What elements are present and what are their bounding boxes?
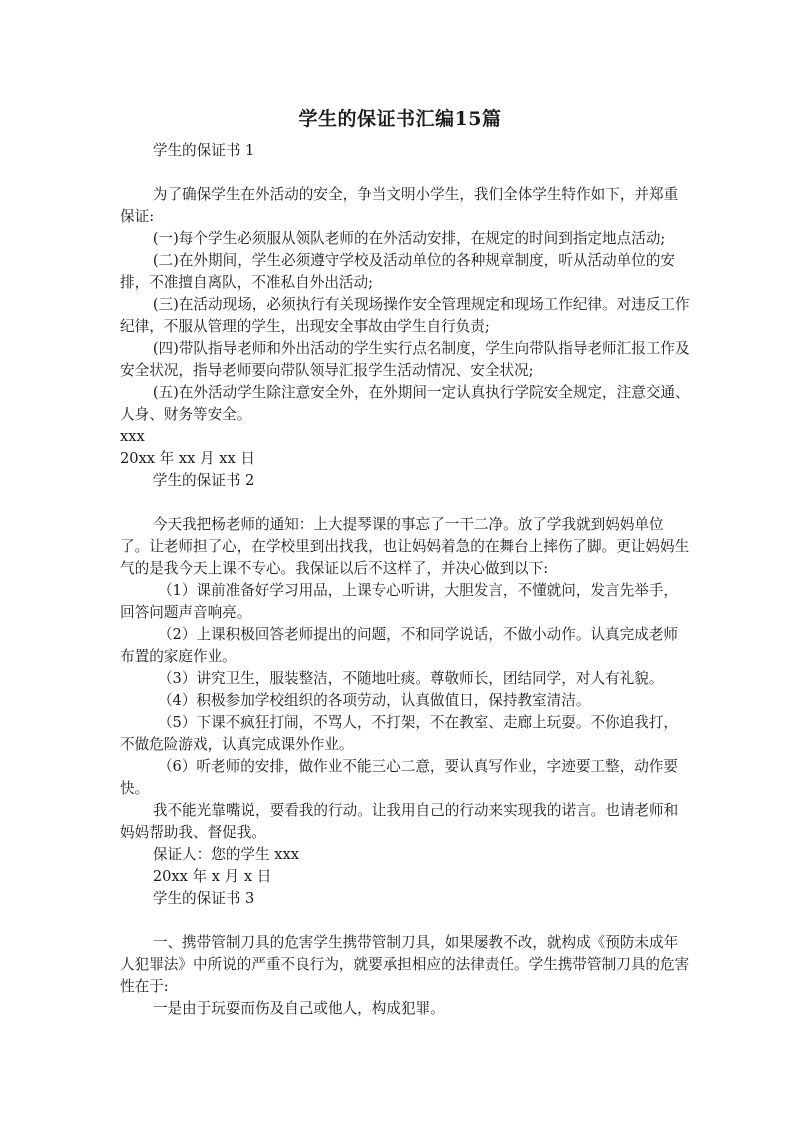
document-body [120, 140, 690, 1020]
paragraph: (四)带队指导老师和外出活动的学生实行点名制度，学生向带队指导老师汇报工作及安全状况，指导老师要向带队领导汇报学生活动情况、安全状况; [120, 340, 690, 379]
section-heading-2: 学生的保证书 2 [152, 472, 255, 489]
paragraph: 一是由于玩耍而伤及自己或他人，构成犯罪。 [152, 1000, 445, 1017]
paragraph: (五)在外活动学生除注意安全外，在外期间一定认真执行学院安全规定，注意交通、人身、财务等安全。 [120, 384, 690, 423]
paragraph: （4）积极参加学校组织的各项劳动，认真做值日，保持教室清洁。 [157, 692, 591, 709]
paragraph: （2）上课积极回答老师提出的问题，不和同学说话，不做小动作。认真完成老师布置的家庭作业。 [120, 626, 679, 665]
paragraph: （3）讲究卫生，服装整洁，不随地吐痰。尊敬师长，团结同学，对人有礼貌。 [157, 670, 664, 687]
section-heading-1: 学生的保证书 1 [152, 142, 255, 159]
document-title: 学生的保证书汇编15篇 [298, 108, 502, 130]
paragraph: (一)每个学生必须服从领队老师的在外活动安排，在规定的时间到指定地点活动; [152, 230, 666, 247]
paragraph: 为了确保学生在外活动的安全，争当文明小学生，我们全体学生特作如下，并郑重保证: [120, 186, 679, 225]
paragraph: 今天我把杨老师的通知：上大提琴课的事忘了一干二净。放了学我就到妈妈单位了。让老师担了心，在学校里到出找我，也让妈妈着急的在舞台上摔伤了脚。更让妈妈生气的是我今天上课不专心。我保证以后不这样了，并决心做到以下: [120, 516, 690, 577]
signature: 保证人：您的学生 xxx [152, 846, 299, 863]
paragraph: （1）课前准备好学习用品，上课专心听讲，大胆发言，不懂就问，发言先举手，回答问题声音响亮。 [120, 582, 679, 621]
paragraph: 一、携带管制刀具的危害学生携带管制刀具，如果屡教不改，就构成《预防未成年人犯罪法》中所说的严重不良行为，就要承担相应的法律责任。学生携带管制刀具的危害性在于: [120, 934, 690, 995]
paragraph: (二)在外期间，学生必须遵守学校及活动单位的各种规章制度，听从活动单位的安排，不准擅自离队，不准私自外出活动; [120, 252, 676, 291]
date-line: 20xx 年 x 月 x 日 [152, 868, 272, 885]
signature: xxx [120, 428, 145, 445]
paragraph: （6）听老师的安排，做作业不能三心二意，要认真写作业，字迹要工整，动作要快。 [120, 758, 679, 797]
paragraph: (三)在活动现场，必须执行有关现场操作安全管理规定和现场工作纪律。对违反工作纪律，不服从管理的学生，出现安全事故由学生自行负责; [120, 296, 690, 335]
section-heading-3: 学生的保证书 3 [152, 890, 255, 907]
paragraph: 我不能光靠嘴说，要看我的行动。让我用自己的行动来实现我的诺言。也请老师和妈妈帮助我、督促我。 [120, 802, 679, 841]
paragraph: （5）下课不疯狂打闹，不骂人，不打架，不在教室、走廊上玩耍。不你追我打，不做危险游戏，认真完成课外作业。 [120, 714, 679, 753]
date-line: 20xx 年 xx 月 xx 日 [120, 450, 255, 467]
